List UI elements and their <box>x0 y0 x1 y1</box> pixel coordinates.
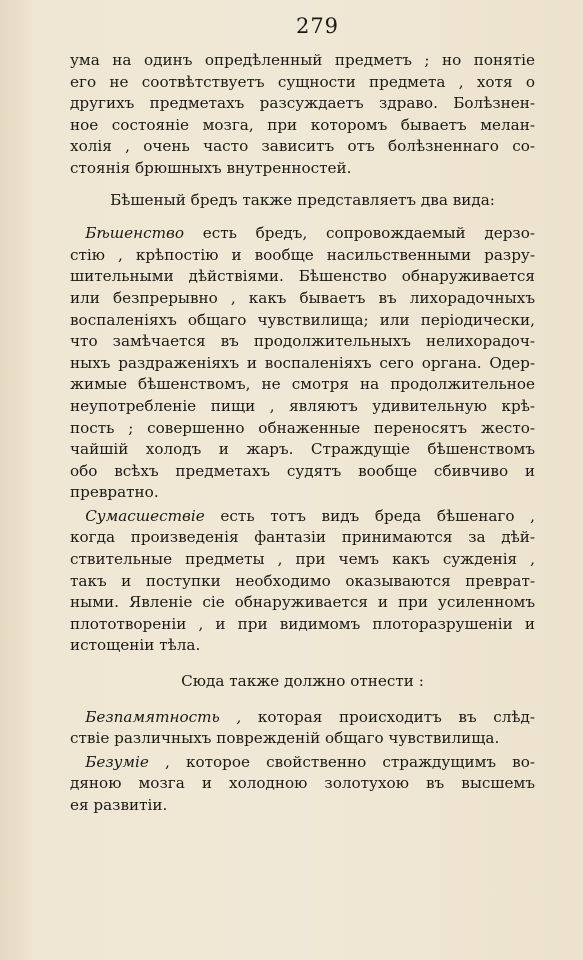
text-line: плототвореніи , и при видимомъ плоторазрушеніи и <box>70 614 535 633</box>
text-line: неупотребленіе пищи , являютъ удивительную крѣ- <box>70 396 535 415</box>
text-line <box>70 506 535 528</box>
section-heading-raving-delirium: Бѣшеный бредъ также представляетъ два вида: <box>110 190 495 209</box>
text-fragment: есть тотъ видъ бреда бѣшенаго , <box>204 506 535 525</box>
text-line: превратно. <box>70 483 159 502</box>
text-line <box>70 707 535 729</box>
text-fragment: которая происходитъ въ слѣд- <box>241 707 535 726</box>
page-number: 279 <box>295 14 340 38</box>
paragraph-madness <box>70 506 535 657</box>
text-line: ума на одинъ опредѣленный предметъ ; но понятіе <box>70 51 535 69</box>
text-line: ное состояніе мозга, при которомъ бываетъ мелан- <box>70 115 535 134</box>
text-line: жимые бѣшенствомъ, не смотря на продолжительное <box>70 375 535 394</box>
paragraph-insanity <box>70 752 535 817</box>
text-fragment: есть бредъ, сопровождаемый дерзо- <box>184 224 535 243</box>
paragraph-rage <box>70 223 535 504</box>
term-rage: Бѣшенство <box>85 224 185 243</box>
text-line: другихъ предметахъ разсуждаетъ здраво. Болѣзнен- <box>70 94 535 113</box>
text-line: ствіе различныхъ поврежденій общаго чувствилища. <box>70 729 500 748</box>
paragraph-unconsciousness <box>70 707 535 750</box>
text-line: дяною мозга и холодною золотухою въ высшемъ <box>70 774 535 793</box>
text-line <box>70 752 535 774</box>
text-line: обо всѣхъ предметахъ судятъ вообще сбивчиво и <box>70 461 535 480</box>
text-line: ными. Явленіе сіе обнаруживается и при усиленномъ <box>70 593 535 612</box>
text-line: или безпрерывно , какъ бываетъ въ лихорадочныхъ <box>70 288 535 307</box>
text-line: его не соотвѣтствуетъ сущности предмета , хотя о <box>70 72 535 91</box>
text-line: ея развитіи. <box>70 796 168 814</box>
text-line: такъ и поступки необходимо оказываются преврат- <box>70 571 535 590</box>
section-heading-also: Сюда также должно отнести : <box>181 672 424 691</box>
text-line: ныхъ раздраженіяхъ и воспаленіяхъ сего органа. Одер- <box>70 353 535 372</box>
text-line: холія , очень часто зависитъ отъ болѣзненнаго со- <box>70 137 535 156</box>
term-madness: Сумасшествіе <box>85 506 205 525</box>
paragraph-melancholy <box>70 50 535 180</box>
term-unconsciousness: Безпамятность , <box>85 707 242 726</box>
text-line: ствительные предметы , при чемъ какъ сужденія , <box>70 550 535 569</box>
text-line: что замѣчается въ продолжительныхъ нелихорадоч- <box>70 332 535 351</box>
text-line: шительными дѣйствіями. Бѣшенство обнаруживается <box>70 267 535 286</box>
text-line: стоянія брюшныхъ внутренностей. <box>70 158 352 177</box>
text-line: стію , крѣпостію и вообще насильственными разру- <box>70 245 535 264</box>
text-line: когда произведенія фантазіи принимаются за дѣй- <box>70 528 535 547</box>
term-insanity: Безуміе <box>85 752 149 771</box>
text-line: истощеніи тѣла. <box>70 636 201 655</box>
text-line: воспаленіяхъ общаго чувствилища; или періодически, <box>70 310 535 329</box>
text-fragment: , которое свойственно страждущимъ во- <box>148 752 535 771</box>
text-line: пость ; совершенно обнаженные переносятъ жесто- <box>70 418 535 437</box>
text-line: чайшій холодъ и жаръ. Страждущіе бѣшенствомъ <box>70 440 535 459</box>
text-line <box>70 223 535 245</box>
